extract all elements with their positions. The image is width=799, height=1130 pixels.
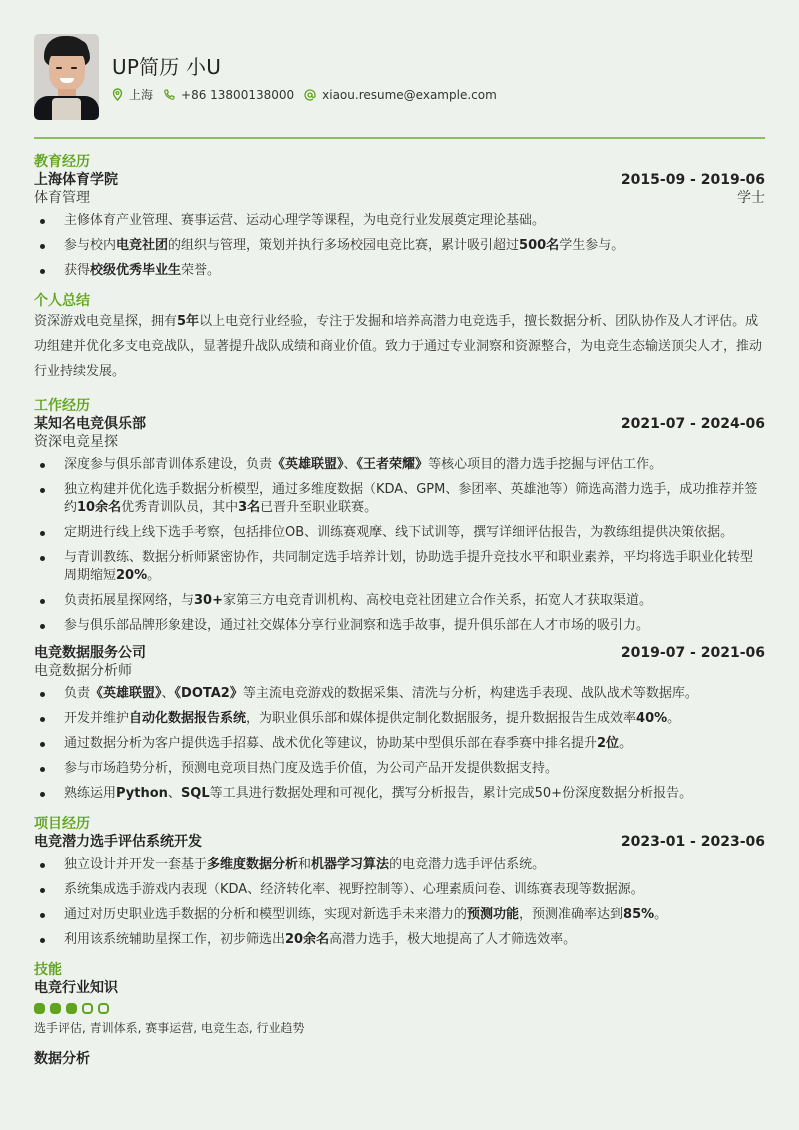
list-item: 负责《英雄联盟》、《DOTA2》等主流电竞游戏的数据采集、清洗与分析，构建选手表现、战队战术等数据库。 xyxy=(34,685,765,703)
education-section xyxy=(34,153,765,280)
rating-dot-filled xyxy=(50,1003,61,1014)
projects-section xyxy=(34,815,765,949)
rating-dot-empty xyxy=(82,1003,93,1014)
company-name: 电竞数据服务公司 xyxy=(34,645,146,661)
education-date: 2015-09 - 2019-06 xyxy=(620,172,765,188)
header-divider xyxy=(34,137,765,139)
rating-dot-filled xyxy=(34,1003,45,1014)
job-date: 2019-07 - 2021-06 xyxy=(620,645,765,661)
rating-dot-filled xyxy=(66,1003,77,1014)
project-name: 电竞潜力选手评估系统开发 xyxy=(34,834,202,850)
section-title: 个人总结 xyxy=(34,293,90,309)
phone-icon xyxy=(163,89,175,101)
job-entry xyxy=(34,415,765,635)
section-title: 技能 xyxy=(34,962,62,978)
summary-text: 资深游戏电竞星探，拥有5年以上电竞行业经验，专注于发掘和培养高潜力电竞选手，擅长数据分析、团队协作及人才评估。成功组建并优化多支电竞战队，显著提升战队成绩和商业价值。致力于通过专业洞察和资源整合，为电竞生态输送顶尖人才，推动行业持续发展。 xyxy=(34,314,763,379)
avatar xyxy=(34,34,99,120)
education-bullets xyxy=(34,212,765,280)
summary-section xyxy=(34,292,765,384)
contact-location: 上海 xyxy=(112,86,153,103)
rating-dot-empty xyxy=(98,1003,109,1014)
candidate-name: UP简历 小U xyxy=(112,54,222,79)
work-section xyxy=(34,397,765,803)
school-name: 上海体育学院 xyxy=(34,172,118,188)
list-item: 通过对历史职业选手数据的分析和模型训练，实现对新选手未来潜力的预测功能，预测准确率达到85%。 xyxy=(34,906,765,924)
list-item: 与青训教练、数据分析师紧密协作，共同制定选手培养计划，协助选手提升竞技水平和职业素养，平均将选手职业化转型周期缩短20%。 xyxy=(34,549,765,585)
project-date: 2023-01 - 2023-06 xyxy=(620,834,765,850)
skill-level-rating xyxy=(34,1003,765,1014)
skill-name: 电竞行业知识 xyxy=(34,980,118,996)
skill-name: 数据分析 xyxy=(34,1051,90,1067)
job-date: 2021-07 - 2024-06 xyxy=(620,416,765,432)
job-role: 资深电竞星探 xyxy=(34,434,118,450)
section-title: 项目经历 xyxy=(34,816,90,832)
skill-tags: 选手评估, 青训体系, 赛事运营, 电竞生态, 行业趋势 xyxy=(34,1021,305,1035)
list-item: 独立设计并开发一套基于多维度数据分析和机器学习算法的电竞潜力选手评估系统。 xyxy=(34,856,765,874)
contact-phone: +86 13800138000 xyxy=(163,88,294,102)
list-item: 参与市场趋势分析，预测电竞项目热门度及选手价值，为公司产品开发提供数据支持。 xyxy=(34,760,765,778)
list-item: 参与俱乐部品牌形象建设，通过社交媒体分享行业洞察和选手故事，提升俱乐部在人才市场的吸引力。 xyxy=(34,617,765,635)
job-role: 电竞数据分析师 xyxy=(34,663,132,679)
contact-email[interactable]: xiaou.resume@example.com xyxy=(304,88,497,102)
skill-entry xyxy=(34,979,765,1036)
resume-header xyxy=(34,34,765,120)
list-item: 负责拓展星探网络，与30+家第三方电竞青训机构、高校电竞社团建立合作关系，拓宽人才获取渠道。 xyxy=(34,592,765,610)
list-item: 熟练运用Python、SQL等工具进行数据处理和可视化，撰写分析报告，累计完成50+份深度数据分析报告。 xyxy=(34,785,765,803)
list-item: 开发并维护自动化数据报告系统，为职业俱乐部和媒体提供定制化数据服务，提升数据报告生成效率40%。 xyxy=(34,710,765,728)
list-item: 主修体育产业管理、赛事运营、运动心理学等课程，为电竞行业发展奠定理论基础。 xyxy=(34,212,765,230)
resume-page xyxy=(34,34,765,1068)
list-item: 获得校级优秀毕业生荣誉。 xyxy=(34,262,765,280)
list-item: 参与校内电竞社团的组织与管理，策划并执行多场校园电竞比赛，累计吸引超过500名学生参与。 xyxy=(34,237,765,255)
skill-entry xyxy=(34,1050,765,1068)
list-item: 系统集成选手游戏内表现（KDA、经济转化率、视野控制等）、心理素质问卷、训练赛表现等数据源。 xyxy=(34,881,765,899)
list-item: 通过数据分析为客户提供选手招募、战术优化等建议，协助某中型俱乐部在春季赛中排名提升2位。 xyxy=(34,735,765,753)
degree: 学士 xyxy=(737,190,765,206)
company-name: 某知名电竞俱乐部 xyxy=(34,416,146,432)
location-pin-icon xyxy=(112,88,123,101)
skills-section xyxy=(34,961,765,1068)
job-entry xyxy=(34,644,765,803)
at-sign-icon xyxy=(304,89,316,101)
section-title: 教育经历 xyxy=(34,154,90,170)
list-item: 深度参与俱乐部青训体系建设，负责《英雄联盟》、《王者荣耀》等核心项目的潜力选手挖掘与评估工作。 xyxy=(34,456,765,474)
major: 体育管理 xyxy=(34,190,90,206)
contact-info xyxy=(112,86,507,104)
section-title: 工作经历 xyxy=(34,398,90,414)
list-item: 独立构建并优化选手数据分析模型，通过多维度数据（KDA、GPM、参团率、英雄池等）筛选高潜力选手，成功推荐并签约10余名优秀青训队员，其中3名已晋升至职业联赛。 xyxy=(34,481,765,517)
list-item: 利用该系统辅助星探工作，初步筛选出20余名高潜力选手，极大地提高了人才筛选效率。 xyxy=(34,931,765,949)
list-item: 定期进行线上线下选手考察，包括排位OB、训练赛观摩、线下试训等，撰写详细评估报告，为教练组提供决策依据。 xyxy=(34,524,765,542)
